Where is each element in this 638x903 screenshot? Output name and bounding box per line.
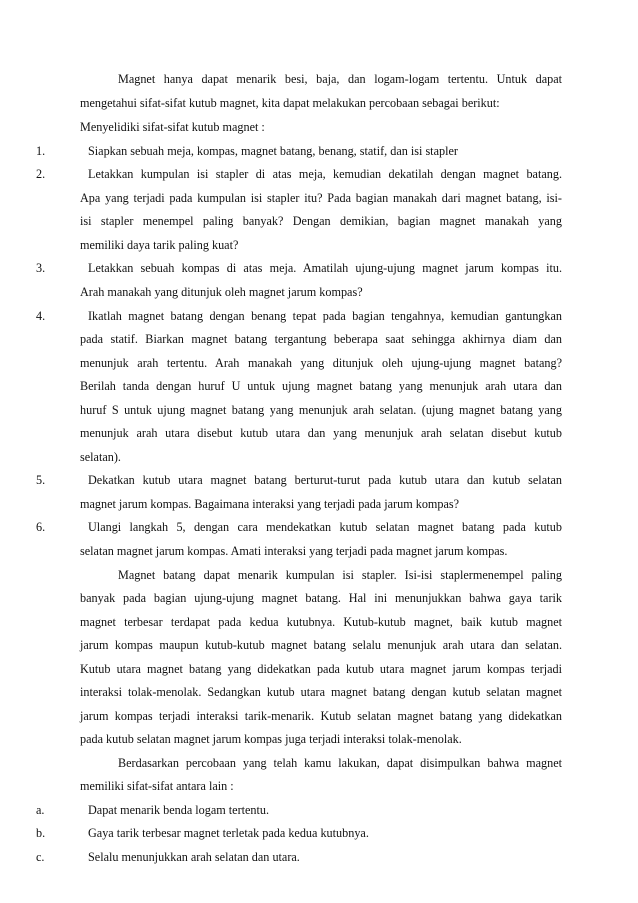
step-number: 4.: [36, 309, 46, 323]
step-text: Letakkan kumpulan isi stapler di atas meja, kemudian dekatilah dengan magnet batang.: [88, 167, 562, 181]
step-text: Berilah tanda dengan huruf U untuk ujung magnet batang yang menunjuk arah utara dan: [80, 379, 562, 393]
step-text: memiliki daya tarik paling kuat?: [80, 238, 239, 252]
body-line: jarum kompas terjadi interaksi tarik-menarik. Kutub selatan magnet batang yang didekatkan: [80, 709, 562, 723]
intro-line: Menyelidiki sifat-sifat kutub magnet :: [80, 120, 265, 134]
body-line: jarum kompas maupun kutub-kutub magnet batang selalu menunjuk arah utara dan selatan.: [80, 638, 562, 652]
step-text: Ulangi langkah 5, dengan cara mendekatkan kutub selatan magnet batang pada kutub: [88, 520, 562, 534]
body-line: interaksi tolak-menolak. Sedangkan kutub utara magnet batang dengan kutub selatan magnet: [80, 685, 562, 699]
step-text: pada statif. Biarkan magnet batang tergantung beberapa saat sehingga akhirnya diam dan: [80, 332, 562, 346]
body-line: Magnet batang dapat menarik kumpulan isi stapler. Isi-isi staplermenempel paling: [118, 568, 562, 582]
list-item: Dapat menarik benda logam tertentu.: [88, 803, 270, 817]
step-text: selatan).: [80, 450, 121, 464]
step-number: 5.: [36, 473, 46, 487]
step-number: 1.: [36, 144, 46, 158]
list-item: Gaya tarik terbesar magnet terletak pada kedua kutubnya.: [88, 826, 369, 840]
step-text: Dekatkan kutub utara magnet batang berturut-turut pada kutub utara dan kutub selatan: [88, 473, 562, 487]
step-number: 3.: [36, 261, 46, 275]
list-letter: a.: [36, 803, 45, 817]
list-letter: b.: [36, 826, 46, 840]
body-line: magnet terbesar terdapat pada kedua kutubnya. Kutub-kutub magnet, baik kutub magnet: [80, 615, 562, 629]
step-text: huruf S untuk ujung magnet batang yang menunjuk arah selatan. (ujung magnet batang yang: [80, 403, 562, 417]
body-line: pada kutub selatan magnet jarum kompas juga terjadi interaksi tolak-menolak.: [80, 732, 462, 746]
step-text: Siapkan sebuah meja, kompas, magnet batang, benang, statif, dan isi stapler: [88, 144, 458, 158]
step-text: menunjuk arah utara disebut kutub utara dan yang menunjuk arah selatan disebut kutub: [80, 426, 562, 440]
step-text: Letakkan sebuah kompas di atas meja. Amatilah ujung-ujung magnet jarum kompas itu.: [88, 261, 562, 275]
intro-line: mengetahui sifat-sifat kutub magnet, kita dapat melakukan percobaan sebagai berikut:: [80, 96, 500, 110]
step-text: Apa yang terjadi pada kumpulan isi stapler itu? Pada bagian manakah dari magnet batang, isi-: [80, 191, 562, 205]
body-line: Berdasarkan percobaan yang telah kamu lakukan, dapat disimpulkan bahwa magnet: [118, 756, 562, 770]
list-letter: c.: [36, 850, 45, 864]
step-text: Ikatlah magnet batang dengan benang tepat pada bagian tengahnya, kemudian gantungkan: [88, 309, 562, 323]
intro-line: Magnet hanya dapat menarik besi, baja, dan logam-logam tertentu. Untuk dapat: [118, 72, 562, 86]
list-item: Selalu menunjukkan arah selatan dan utara.: [88, 850, 300, 864]
step-text: selatan magnet jarum kompas. Amati interaksi yang terjadi pada magnet jarum kompas.: [80, 544, 508, 558]
body-line: banyak pada bagian ujung-ujung magnet batang. Hal ini menunjukkan bahwa gaya tarik: [80, 591, 562, 605]
step-text: Arah manakah yang ditunjuk oleh magnet jarum kompas?: [80, 285, 363, 299]
step-text: menunjuk arah tertentu. Arah manakah yang ditunjuk oleh ujung-ujung magnet batang?: [80, 356, 562, 370]
step-number: 2.: [36, 167, 46, 181]
body-line: Kutub utara magnet batang yang didekatkan pada kutub utara magnet jarum kompas terjadi: [80, 662, 562, 676]
step-text: magnet jarum kompas. Bagaimana interaksi yang terjadi pada jarum kompas?: [80, 497, 460, 511]
step-number: 6.: [36, 520, 46, 534]
step-text: isi stapler menempel paling banyak? Dengan demikian, bagian magnet manakah yang: [80, 214, 562, 228]
body-line: memiliki sifat-sifat antara lain :: [80, 779, 234, 793]
